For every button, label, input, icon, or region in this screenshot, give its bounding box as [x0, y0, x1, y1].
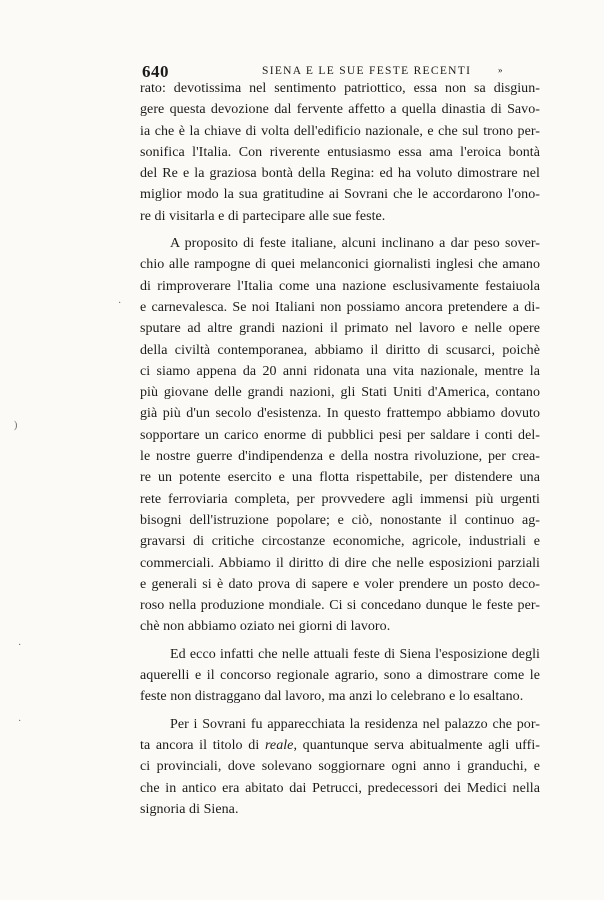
- text-line: chè non abbiamo oziato nei giorni di lavoro.: [140, 619, 391, 635]
- margin-speck: ): [14, 420, 18, 431]
- text-line: feste non distraggano dal lavoro, ma anzi lo celebrano e lo esaltano.: [140, 689, 524, 705]
- text-line: A proposito di feste italiane, alcuni inclinano a dar peso sover-: [170, 236, 540, 252]
- text-line: re di visitarla e di partecipare alle sue feste.: [140, 208, 386, 224]
- text-line: ci siamo appena da 20 anni ridonata una vita nazionale, mentre la: [140, 363, 540, 379]
- text-line: gere questa devozione dal fervente affetto a quella dinastia di Savo-: [140, 102, 540, 118]
- text-line: Per i Sovrani fu apparecchiata la residenza nel palazzo che por-: [170, 716, 540, 732]
- text-line: gravarsi di critiche circostanze economiche, agricole, industriali e: [140, 534, 540, 550]
- text-line: rete ferroviaria completa, per provvedere agli immensi più urgenti: [140, 491, 540, 507]
- text-line: della civiltà contemporanea, abbiamo il diritto di scusarci, poichè: [140, 342, 540, 358]
- paragraph: [140, 644, 540, 708]
- text-line: bisogni dell'istruzione popolare; e ciò, nonostante il continuo ag-: [140, 512, 540, 528]
- text-line: le nostre guerre d'indipendenza e della nostra rivoluzione, per crea-: [140, 449, 540, 465]
- text-line: Ed ecco infatti che nelle attuali feste di Siena l'esposizione degli: [170, 646, 540, 662]
- margin-speck: ·: [18, 716, 22, 727]
- text-line: di rimproverare l'Italia come una nazione esclusivamente festaiuola: [140, 278, 540, 294]
- margin-speck: ·: [18, 640, 22, 651]
- text-line: sputare ad altre grandi nazioni il primato nel lavoro e nelle opere: [140, 321, 540, 337]
- text-line: signoria di Siena.: [140, 801, 239, 817]
- text-line: e generali si è dato prova di sapere e voler prendere un posto deco-: [140, 576, 540, 592]
- page-number: 640: [142, 62, 169, 81]
- text-line: miglior modo la sua gratitudine ai Sovrani che le accordarono l'ono-: [140, 187, 540, 203]
- text-line: che in antico era abitato dai Petrucci, predecessori dei Medici nella: [140, 780, 540, 796]
- text-line: sopportare un carico enorme di pubblici pesi per saldare i conti del-: [140, 427, 540, 443]
- text-line: già più d'un secolo d'esistenza. In questo frattempo abbiamo dovuto: [140, 406, 540, 422]
- running-title: SIENA E LE SUE FESTE RECENTI: [262, 65, 472, 77]
- margin-speck: ·: [118, 298, 122, 309]
- paragraph: [140, 78, 540, 227]
- text-line: ia che è la chiave di volta dell'edificio nazionale, e che sul trono per-: [140, 123, 540, 139]
- text-line: re un potente esercito e una flotta rispettabile, per distendere una: [140, 470, 540, 486]
- body-text: [140, 78, 540, 820]
- text-line: rato: devotissima nel sentimento patriottico, essa non sa disgiun-: [140, 81, 540, 96]
- text-line: ta ancora il titolo di reale, quantunque serva abitualmente agli uffi-: [140, 737, 540, 753]
- italic-word: reale: [264, 737, 294, 753]
- text-line: più giovane delle grandi nazioni, gli Stati Uniti d'America, contano: [140, 385, 540, 401]
- paragraph: [140, 714, 540, 820]
- text-line: commerciali. Abbiamo il diritto di dire che nelle esposizioni parziali: [140, 555, 540, 571]
- text-line: del Re e la graziosa bontà della Regina: ed ha voluto dimostrare nel: [140, 166, 540, 182]
- text-line: chio alle rampogne di quei melanconici giornalisti inglesi che amano: [140, 257, 540, 273]
- text-line: sonifica l'Italia. Con riverente entusiasmo essa ama l'eroica bontà: [140, 144, 540, 160]
- text-line: aquerelli e il concorso regionale agrario, sono a dimostrare come le: [140, 668, 540, 684]
- text-line: ci provinciali, dove solevano soggiornare ogni anno i granduchi, e: [140, 759, 540, 775]
- text-line: e carnevalesca. Se noi Italiani non possiamo ancora pretendere a di-: [140, 299, 540, 315]
- text-line: roso nella produzione mondiale. Ci si concedano dunque le feste per-: [140, 598, 540, 614]
- paragraph: [140, 233, 540, 638]
- header-mark: »: [498, 65, 503, 75]
